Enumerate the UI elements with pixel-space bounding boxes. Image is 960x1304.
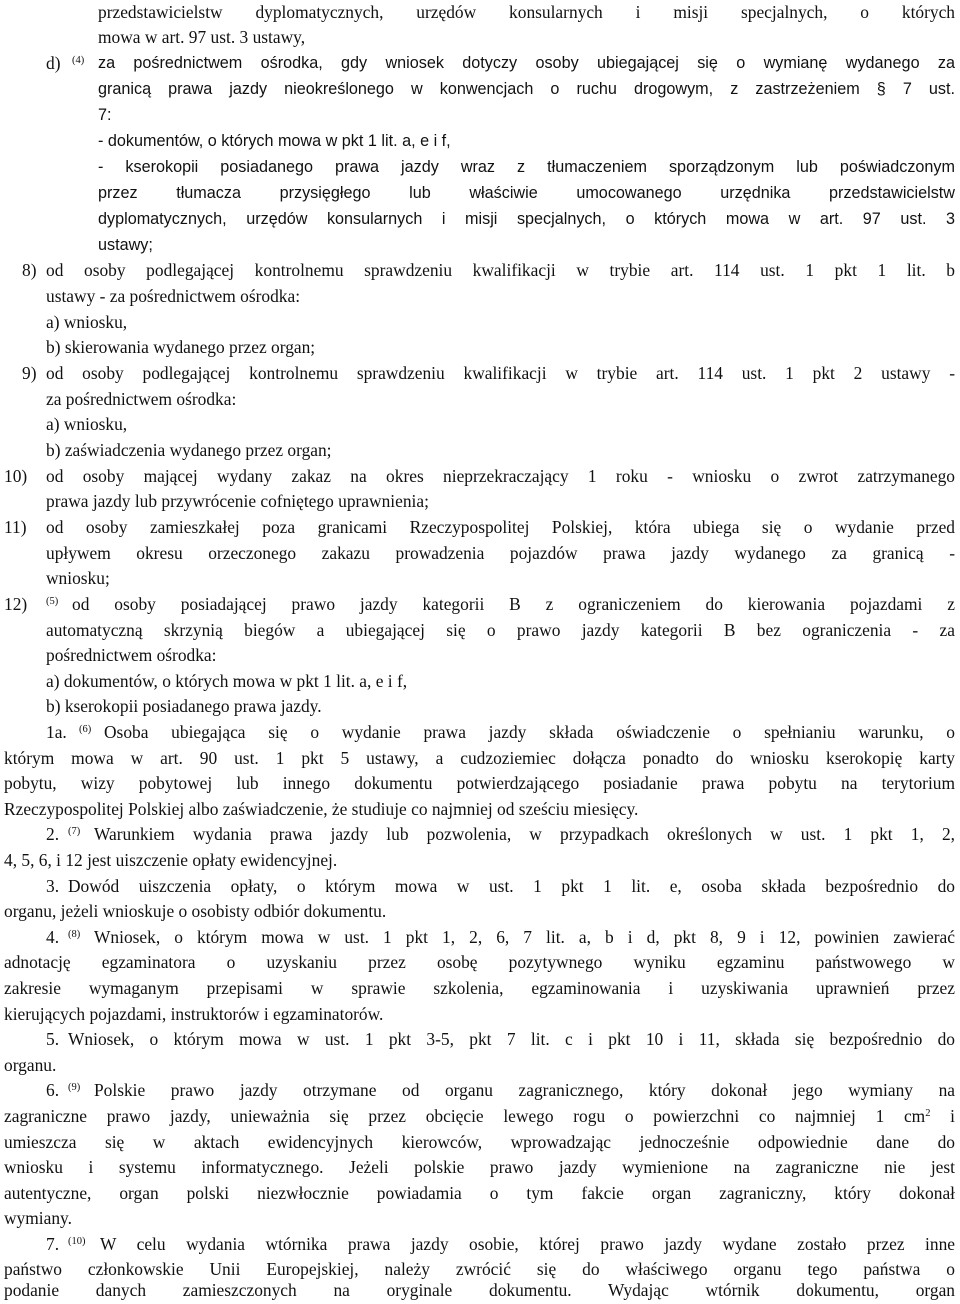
text-line: W celu wydania wtórnika prawa jazdy osobie, której prawo jazdy wydane zostało przez inne [100,1234,955,1254]
text-line: którym mowa w art. 90 ust. 1 pkt 5 ustawy, a cudzoziemiec dołącza ponadto do wniosku kserokopię karty [4,748,955,768]
item-label: 11) [4,517,27,537]
paragraph-number: 6. [46,1080,60,1100]
item-label: 9) [22,363,37,383]
paragraph-number: 5. [46,1029,60,1049]
footnote-ref: (6) [79,724,92,735]
footnote-ref: (4) [72,55,85,66]
footnote-ref: (9) [68,1082,81,1093]
text-line: granicą prawa jazdy nieokreślonego w konwencjach o ruchu drogowym, z zastrzeżeniem § 7 ust. [98,80,955,98]
text-line: przez tłumacza przysięgłego lub właściwie umocowanego urzędnika przedstawicielstw [98,184,955,202]
text-line: wniosku i systemu informatycznego. Jeżeli polskie prawo jazdy wymienione na zagraniczne nie jest [4,1157,955,1177]
text-line: ustawy; [98,236,153,254]
text-line: zagraniczne prawo jazdy, unieważnia się przez obcięcie lewego rogu o powierzchni co najmniej 1 $cm^2$ i [4,1106,956,1126]
text-line: od osoby zamieszkałej poza granicami Rzeczypospolitej Polskiej, która ubiega się o wydanie przed [46,517,955,537]
paragraph-number: 1a. [46,722,67,742]
text-line: mowa w art. 97 ust. 3 ustawy, [98,27,306,47]
text-line: dyplomatycznych, urzędów konsularnych i misji specjalnych, o których mowa w art. 97 ust. 3 [98,210,955,228]
text-line: organu, jeżeli wnioskuje o osobisty odbiór dokumentu. [4,901,387,921]
text-line: państwo członkowskie Unii Europejskiej, należy zwrócić się do właściwego organu tego państwa o [4,1259,955,1279]
text-line: pośrednictwem ośrodka: [46,645,217,665]
text-line: podanie danych zamieszczonych na oryginale dokumentu. Wydając wtórnik dokumentu, organ [4,1280,955,1300]
paragraph-number: 3. [46,876,60,896]
text-line: a) wniosku, [46,414,128,434]
paragraph-number: 7. [46,1234,60,1254]
footnote-ref: (7) [68,826,81,837]
paragraph-number: 4. [46,927,60,947]
footnote-ref: (5) [46,596,59,607]
text-line: Dowód uiszczenia opłaty, o którym mowa w ust. 1 pkt 1 lit. e, osoba składa bezpośrednio do [68,876,955,896]
text-line: od osoby podlegającej kontrolnemu sprawdzeniu kwalifikacji w trybie art. 114 ust. 1 pkt 1 lit. b [46,260,955,280]
item-label: 10) [4,466,28,486]
text-line: zakresie wymaganym przepisami w sprawie szkolenia, egzaminowania i uzyskiwania uprawnień przez [4,978,955,998]
item-label: 12) [4,594,28,614]
text-line: b) zaświadczenia wydanego przez organ; [46,440,332,460]
text-line: wymiany. [4,1208,72,1228]
text-line: a) wniosku, [46,312,128,332]
text-line: za pośrednictwem ośrodka: [46,389,237,409]
text-line: autentyczne, organ polski niezwłocznie powiadamia o tym fakcie organ zagraniczny, który dokonał [4,1183,955,1203]
text-line: organu. [4,1055,57,1075]
footnote-ref: (10) [68,1236,86,1247]
text-line: adnotację egzaminatora o uzyskaniu przez osobę pozytywnego wyniku egzaminu państwowego w [4,952,955,972]
text-line: pobytu, wizy pobytowej lub innego dokumentu potwierdzającego posiadanie prawa pobytu na terytorium [4,773,955,793]
text-line: Warunkiem wydania prawa jazdy lub pozwolenia, w przypadkach określonych w ust. 1 pkt 1, 2, [94,824,955,844]
text-line: b) kserokopii posiadanego prawa jazdy. [46,696,322,716]
text-line: od osoby mającej wydany zakaz na okres nieprzekraczający 1 roku - wniosku o zwrot zatrzymanego [46,466,955,486]
text-line: automatyczną skrzynią biegów a ubiegającej się o prawo jazdy kategorii B bez ograniczenia - za [46,620,955,640]
footnote-ref: (8) [68,929,81,940]
text-line: Polskie prawo jazdy otrzymane od organu zagranicznego, który dokonał jego wymiany na [94,1080,955,1100]
text-line: wniosku; [46,568,110,588]
text-line: ustawy - za pośrednictwem ośrodka: [46,286,301,306]
text-line: b) skierowania wydanego przez organ; [46,337,316,357]
text-line: od osoby podlegającej kontrolnemu sprawdzeniu kwalifikacji w trybie art. 114 ust. 1 pkt 2 ustawy - [46,363,955,383]
text-line: Wniosek, o którym mowa w ust. 1 pkt 3-5, pkt 7 lit. c i pkt 10 i 11, składa się bezpośrednio do [68,1029,955,1049]
text-line: - dokumentów, o których mowa w pkt 1 lit. a, e i f, [98,132,451,150]
text-line: umieszcza się w aktach ewidencyjnych kierowców, wprowadzając jednocześnie odpowiednie dane do [4,1132,955,1152]
text-line: Rzeczypospolitej Polskiej albo zaświadczenie, że studiuje co najmniej od sześciu miesięcy. [4,799,639,819]
paragraph-number: 2. [46,824,60,844]
text-line: przedstawicielstw dyplomatycznych, urzędów konsularnych i misji specjalnych, o których [98,2,955,22]
item-label: d) [46,53,61,73]
text-line: - kserokopii posiadanego prawa jazdy wraz z tłumaczeniem sporządzonym lub poświadczonym [98,158,955,176]
text-line: Wniosek, o którym mowa w ust. 1 pkt 1, 2, 6, 7 lit. a, b i d, pkt 8, 9 i 12, powinien zawierać [94,927,955,947]
text-line: kierujących pojazdami, instruktorów i egzaminatorów. [4,1004,384,1024]
text-line: za pośrednictwem ośrodka, gdy wniosek dotyczy osoby ubiegającej się o wymianę wydanego za [98,54,955,72]
item-label: 8) [22,260,37,280]
text-line: od osoby posiadającej prawo jazdy kategorii B z ograniczeniem do kierowania pojazdami z [72,594,955,614]
text-line: 4, 5, 6, i 12 jest uiszczenie opłaty ewidencyjnej. [4,850,338,870]
text-line: Osoba ubiegająca się o wydanie prawa jazdy składa oświadczenie o spełnianiu warunku, o [104,722,955,742]
text-line: a) dokumentów, o których mowa w pkt 1 lit. a, e i f, [46,671,408,691]
text-line: prawa jazdy lub przywrócenie cofniętego uprawnienia; [46,491,429,511]
text-line: upływem okresu orzeczonego zakazu prowadzenia pojazdów prawa jazdy wydanego za granicą - [46,543,955,563]
text-line: 7: [98,106,112,124]
